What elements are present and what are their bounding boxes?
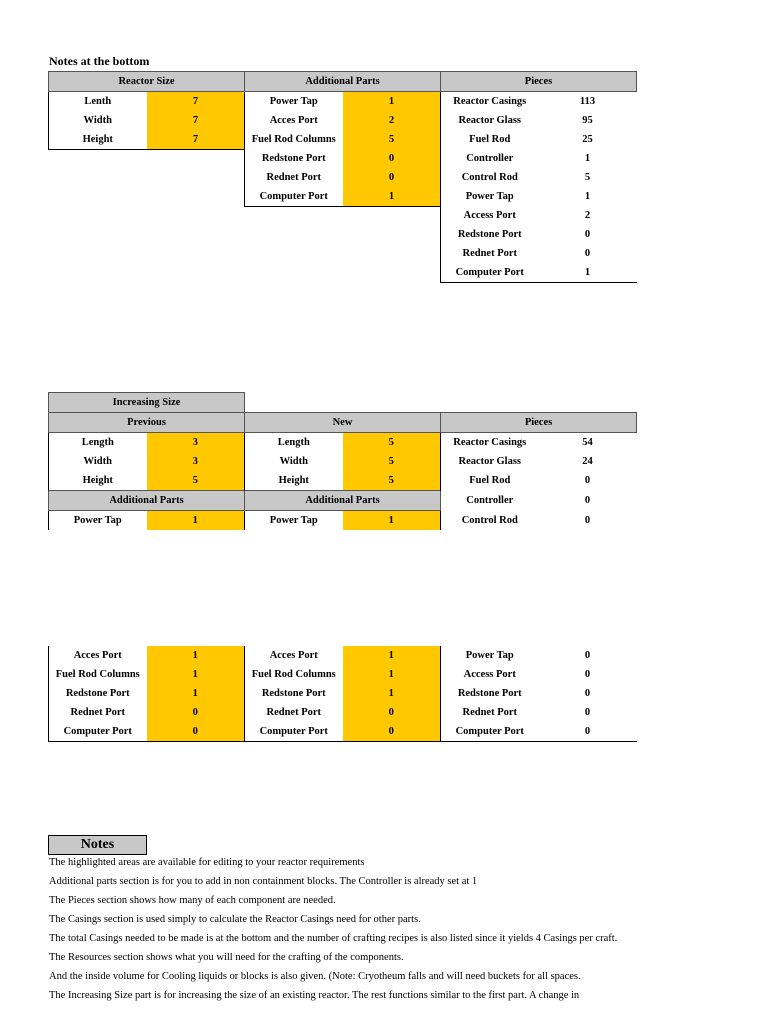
piece-count: 1: [539, 149, 637, 168]
piece-label: Reactor Glass: [441, 111, 539, 130]
new-header: New: [245, 413, 441, 433]
increase-piece-label: Fuel Rod: [441, 471, 539, 491]
piece-label: Computer Port: [441, 263, 539, 283]
additional-part-label: Rednet Port: [245, 168, 343, 187]
previous-part-input[interactable]: 1: [147, 511, 245, 531]
pieces-table: [440, 71, 637, 283]
increase-piece-count: 24: [539, 452, 637, 471]
pieces-header: Pieces: [441, 72, 637, 92]
piece-label: Redstone Port: [441, 225, 539, 244]
new-dimension-input[interactable]: 5: [343, 452, 441, 471]
reactor-size-label: Height: [49, 130, 147, 150]
increase-piece-count: 0: [539, 703, 637, 722]
increase-piece-count: 0: [539, 684, 637, 703]
piece-label: Access Port: [441, 206, 539, 225]
piece-count: 5: [539, 168, 637, 187]
piece-label: Rednet Port: [441, 244, 539, 263]
previous-part-label: Redstone Port: [49, 684, 147, 703]
additional-part-input[interactable]: 0: [343, 149, 441, 168]
additional-part-label: Computer Port: [245, 187, 343, 207]
reactor-size-input[interactable]: 7: [147, 130, 245, 150]
increase-piece-count: 54: [539, 433, 637, 453]
piece-label: Fuel Rod: [441, 130, 539, 149]
additional-part-label: Acces Port: [245, 111, 343, 130]
notes-list: [49, 856, 637, 1008]
previous-dimension-label: Length: [49, 433, 147, 453]
new-dimension-input[interactable]: 5: [343, 433, 441, 453]
new-part-label: Rednet Port: [245, 703, 343, 722]
reactor-size-input[interactable]: 7: [147, 92, 245, 112]
previous-part-label: Fuel Rod Columns: [49, 665, 147, 684]
piece-count: 1: [539, 187, 637, 206]
new-part-label: Acces Port: [245, 646, 343, 665]
new-dimension-input[interactable]: 5: [343, 471, 441, 491]
increase-piece-label: Computer Port: [441, 722, 539, 742]
piece-label: Power Tap: [441, 187, 539, 206]
previous-dimension-label: Width: [49, 452, 147, 471]
additional-part-label: Redstone Port: [245, 149, 343, 168]
piece-label: Reactor Casings: [441, 92, 539, 112]
reactor-size-header: Reactor Size: [49, 72, 245, 92]
increasing-size-continued-table: [48, 646, 637, 742]
reactor-size-input[interactable]: 7: [147, 111, 245, 130]
increase-piece-label: Controller: [441, 491, 539, 511]
new-part-label: Power Tap: [245, 511, 343, 531]
reactor-size-label: Lenth: [49, 92, 147, 112]
note-line: The highlighted areas are available for editing to your reactor requirements: [49, 857, 365, 868]
new-additional-header: Additional Parts: [245, 491, 441, 511]
piece-count: 0: [539, 244, 637, 263]
increase-piece-label: Rednet Port: [441, 703, 539, 722]
previous-part-input[interactable]: 0: [147, 722, 245, 742]
previous-dimension-input[interactable]: 3: [147, 452, 245, 471]
previous-part-input[interactable]: 1: [147, 665, 245, 684]
previous-part-input[interactable]: 1: [147, 646, 245, 665]
piece-count: 113: [539, 92, 637, 112]
previous-part-input[interactable]: 1: [147, 684, 245, 703]
note-line: And the inside volume for Cooling liquids or blocks is also given. (Note: Cryotheum falls and will need buckets for all spaces.: [49, 971, 581, 982]
previous-additional-header: Additional Parts: [49, 491, 245, 511]
note-line: The Increasing Size part is for increasing the size of an existing reactor. The rest functions similar to the first part. A change in: [49, 990, 580, 1001]
note-line: The Casings section is used simply to calculate the Reactor Casings need for other parts.: [49, 914, 421, 925]
piece-count: 0: [539, 225, 637, 244]
increase-piece-count: 0: [539, 491, 637, 511]
previous-header: Previous: [49, 413, 245, 433]
new-part-label: Redstone Port: [245, 684, 343, 703]
new-part-input[interactable]: 1: [343, 684, 441, 703]
previous-part-input[interactable]: 0: [147, 703, 245, 722]
increasing-size-table: [48, 392, 637, 530]
increase-piece-label: Reactor Glass: [441, 452, 539, 471]
reactor-size-table: [48, 71, 245, 150]
note-line: The total Casings needed to be made is at the bottom and the number of crafting recipes is also listed since it yields 4 Casings per craft.: [49, 933, 618, 944]
new-dimension-label: Length: [245, 433, 343, 453]
note-line: The Pieces section shows how many of each component are needed.: [49, 895, 336, 906]
increase-piece-count: 0: [539, 722, 637, 742]
previous-part-label: Power Tap: [49, 511, 147, 531]
new-part-input[interactable]: 0: [343, 703, 441, 722]
additional-part-input[interactable]: 5: [343, 130, 441, 149]
new-part-input[interactable]: 1: [343, 511, 441, 531]
new-part-label: Fuel Rod Columns: [245, 665, 343, 684]
increase-piece-label: Reactor Casings: [441, 433, 539, 453]
additional-part-input[interactable]: 0: [343, 168, 441, 187]
piece-count: 95: [539, 111, 637, 130]
new-dimension-label: Height: [245, 471, 343, 491]
additional-part-input[interactable]: 1: [343, 92, 441, 112]
note-line: The Resources section shows what you will need for the crafting of the components.: [49, 952, 404, 963]
piece-count: 2: [539, 206, 637, 225]
notes-header: Notes: [48, 835, 147, 855]
new-part-input[interactable]: 1: [343, 646, 441, 665]
additional-parts-table: [244, 71, 441, 207]
previous-part-label: Computer Port: [49, 722, 147, 742]
previous-dimension-label: Height: [49, 471, 147, 491]
increase-piece-label: Redstone Port: [441, 684, 539, 703]
increase-pieces-header: Pieces: [441, 413, 637, 433]
note-line: Additional parts section is for you to add in non containment blocks. The Controller is already set at 1: [49, 876, 478, 887]
increase-piece-count: 0: [539, 665, 637, 684]
previous-dimension-input[interactable]: 3: [147, 433, 245, 453]
increase-piece-label: Power Tap: [441, 646, 539, 665]
increase-piece-count: 0: [539, 646, 637, 665]
piece-count: 1: [539, 263, 637, 283]
piece-count: 25: [539, 130, 637, 149]
increase-piece-count: 0: [539, 471, 637, 491]
additional-part-label: Fuel Rod Columns: [245, 130, 343, 149]
previous-part-label: Acces Port: [49, 646, 147, 665]
piece-label: Controller: [441, 149, 539, 168]
reactor-size-label: Width: [49, 111, 147, 130]
sheet-caption: Notes at the bottom: [49, 54, 150, 68]
previous-dimension-input[interactable]: 5: [147, 471, 245, 491]
increase-piece-label: Access Port: [441, 665, 539, 684]
new-part-input[interactable]: 1: [343, 665, 441, 684]
previous-part-label: Rednet Port: [49, 703, 147, 722]
new-part-input[interactable]: 0: [343, 722, 441, 742]
additional-part-input[interactable]: 2: [343, 111, 441, 130]
increasing-size-title: Increasing Size: [49, 393, 245, 413]
piece-label: Control Rod: [441, 168, 539, 187]
increase-piece-label: Control Rod: [441, 511, 539, 531]
additional-part-input[interactable]: 1: [343, 187, 441, 207]
additional-part-label: Power Tap: [245, 92, 343, 112]
new-dimension-label: Width: [245, 452, 343, 471]
new-part-label: Computer Port: [245, 722, 343, 742]
increase-piece-count: 0: [539, 511, 637, 531]
additional-parts-header: Additional Parts: [245, 72, 441, 92]
